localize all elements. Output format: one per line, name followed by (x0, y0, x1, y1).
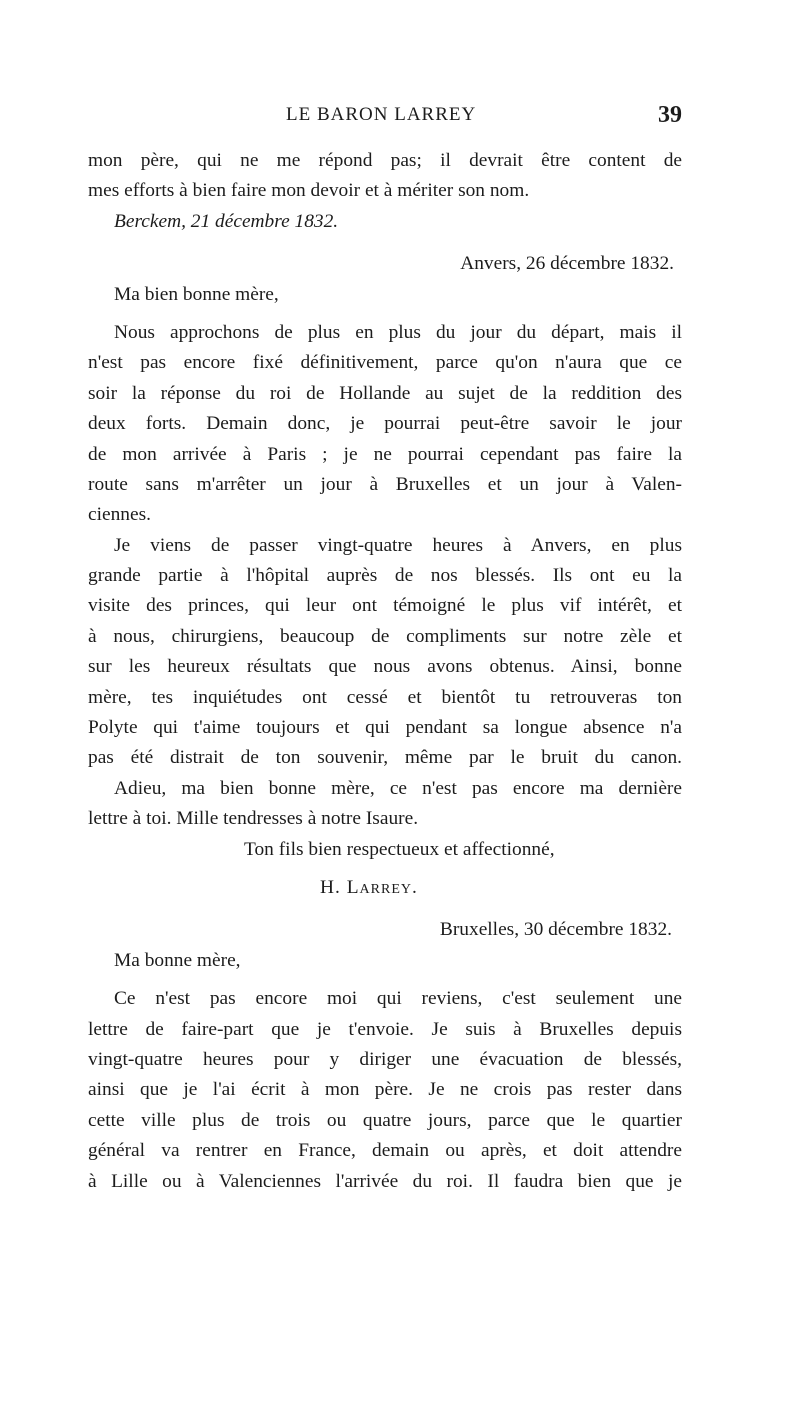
text-line: visite des princes, qui leur ont témoigné le plus vif intérêt, et (88, 595, 682, 617)
text-line: lettre à toi. Mille tendresses à notre Isaure. (88, 808, 419, 830)
page-header (88, 104, 682, 134)
text-line: mes efforts à bien faire mon devoir et à mériter son nom. (88, 180, 530, 202)
text-line: soir la réponse du roi de Hollande au sujet de la reddition des (88, 382, 682, 404)
text-line: grande partie à l'hôpital auprès de nos blessés. Ils ont eu la (88, 565, 682, 587)
text-line: pas été distrait de ton souvenir, même par le bruit du canon. (88, 747, 682, 769)
text-line: mère, tes inquiétudes ont cessé et bientôt tu retrouveras ton (88, 686, 682, 708)
text-line: sur les heureux résultats que nous avons obtenus. Ainsi, bonne (88, 656, 682, 678)
text-line: mon père, qui ne me répond pas; il devrait être content de (88, 150, 682, 171)
text-line: Adieu, ma bien bonne mère, ce n'est pas encore ma dernière (114, 777, 682, 799)
running-title: LE BARON LARREY (286, 104, 477, 125)
letter-dateline: Bruxelles, 30 décembre 1832. (439, 919, 672, 941)
text-line: route sans m'arrêter un jour à Bruxelles et un jour à Valen- (88, 473, 682, 495)
text-line: vingt-quatre heures pour y diriger une évacuation de blessés, (88, 1048, 682, 1070)
letter-dateline: Anvers, 26 décembre 1832. (460, 253, 674, 275)
text-line: Ce n'est pas encore moi qui reviens, c'est seulement une (114, 988, 682, 1010)
text-line: ainsi que je l'ai écrit à mon père. Je ne crois pas rester dans (88, 1079, 682, 1101)
text-line: à nous, chirurgiens, beaucoup de compliments sur notre zèle et (88, 625, 682, 647)
letter-salutation: Ma bien bonne mère, (114, 283, 279, 305)
text-line: deux forts. Demain donc, je pourrai peut-être savoir le jour (88, 413, 682, 435)
text-line: général va rentrer en France, demain ou après, et doit attendre (88, 1140, 682, 1162)
body-text (88, 146, 682, 1197)
text-line: lettre de faire-part que je t'envoie. Je suis à Bruxelles depuis (88, 1018, 682, 1040)
text-line: de mon arrivée à Paris ; je ne pourrai cependant pas faire la (88, 443, 682, 465)
text-line: Je viens de passer vingt-quatre heures à Anvers, en plus (114, 534, 682, 556)
text-line: ciennes. (88, 504, 151, 526)
letter-dateline: Berckem, 21 décembre 1832. (114, 210, 339, 232)
text-line: à Lille ou à Valenciennes l'arrivée du roi. Il faudra bien que je (88, 1170, 682, 1192)
letter-signature: H. Larrey. (320, 876, 418, 898)
text-line: Nous approchons de plus en plus du jour du départ, mais il (114, 321, 682, 343)
page-number: 39 (658, 102, 682, 128)
text-line: cette ville plus de trois ou quatre jours, parce que le quartier (88, 1109, 682, 1131)
letter-closing: Ton fils bien respectueux et affectionné, (244, 838, 555, 860)
text-line: n'est pas encore fixé définitivement, parce qu'on n'aura que ce (88, 352, 682, 374)
text-line: Polyte qui t'aime toujours et qui pendant sa longue absence n'a (88, 717, 682, 739)
letter-salutation: Ma bonne mère, (114, 949, 241, 971)
